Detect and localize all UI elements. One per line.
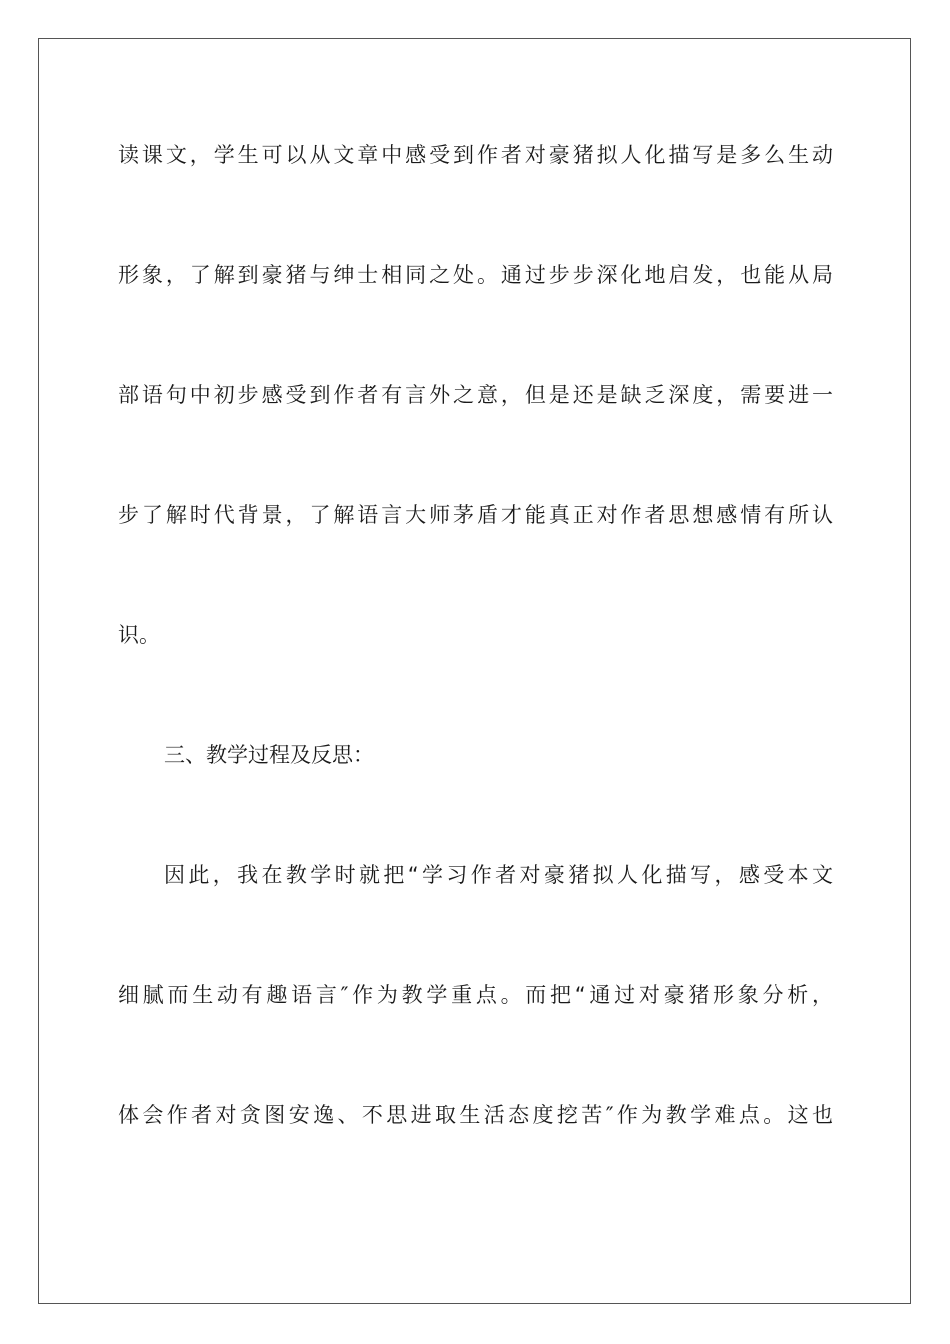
paragraph-line: 细腻而生动有趣语言″作为教学重点。而把“通过对豪猪形象分析， <box>118 983 833 1007</box>
paragraph-line: 体会作者对贪图安逸、不思进取生活态度挖苦″作为教学难点。这也 <box>118 1103 833 1127</box>
paragraph-line: 形象，了解到豪猪与绅士相同之处。通过步步深化地启发，也能从局 <box>118 263 833 287</box>
paragraph-line: 读课文，学生可以从文章中感受到作者对豪猪拟人化描写是多么生动 <box>118 143 833 167</box>
paragraph-line: 识。 <box>118 623 160 647</box>
paragraph-line: 步了解时代背景，了解语言大师茅盾才能真正对作者思想感情有所认 <box>118 503 833 527</box>
section-heading: 三、教学过程及反思： <box>164 743 374 767</box>
paragraph-line: 因此，我在教学时就把“学习作者对豪猪拟人化描写，感受本文 <box>164 863 833 887</box>
paragraph-line: 部语句中初步感受到作者有言外之意，但是还是缺乏深度，需要进一 <box>118 383 833 407</box>
